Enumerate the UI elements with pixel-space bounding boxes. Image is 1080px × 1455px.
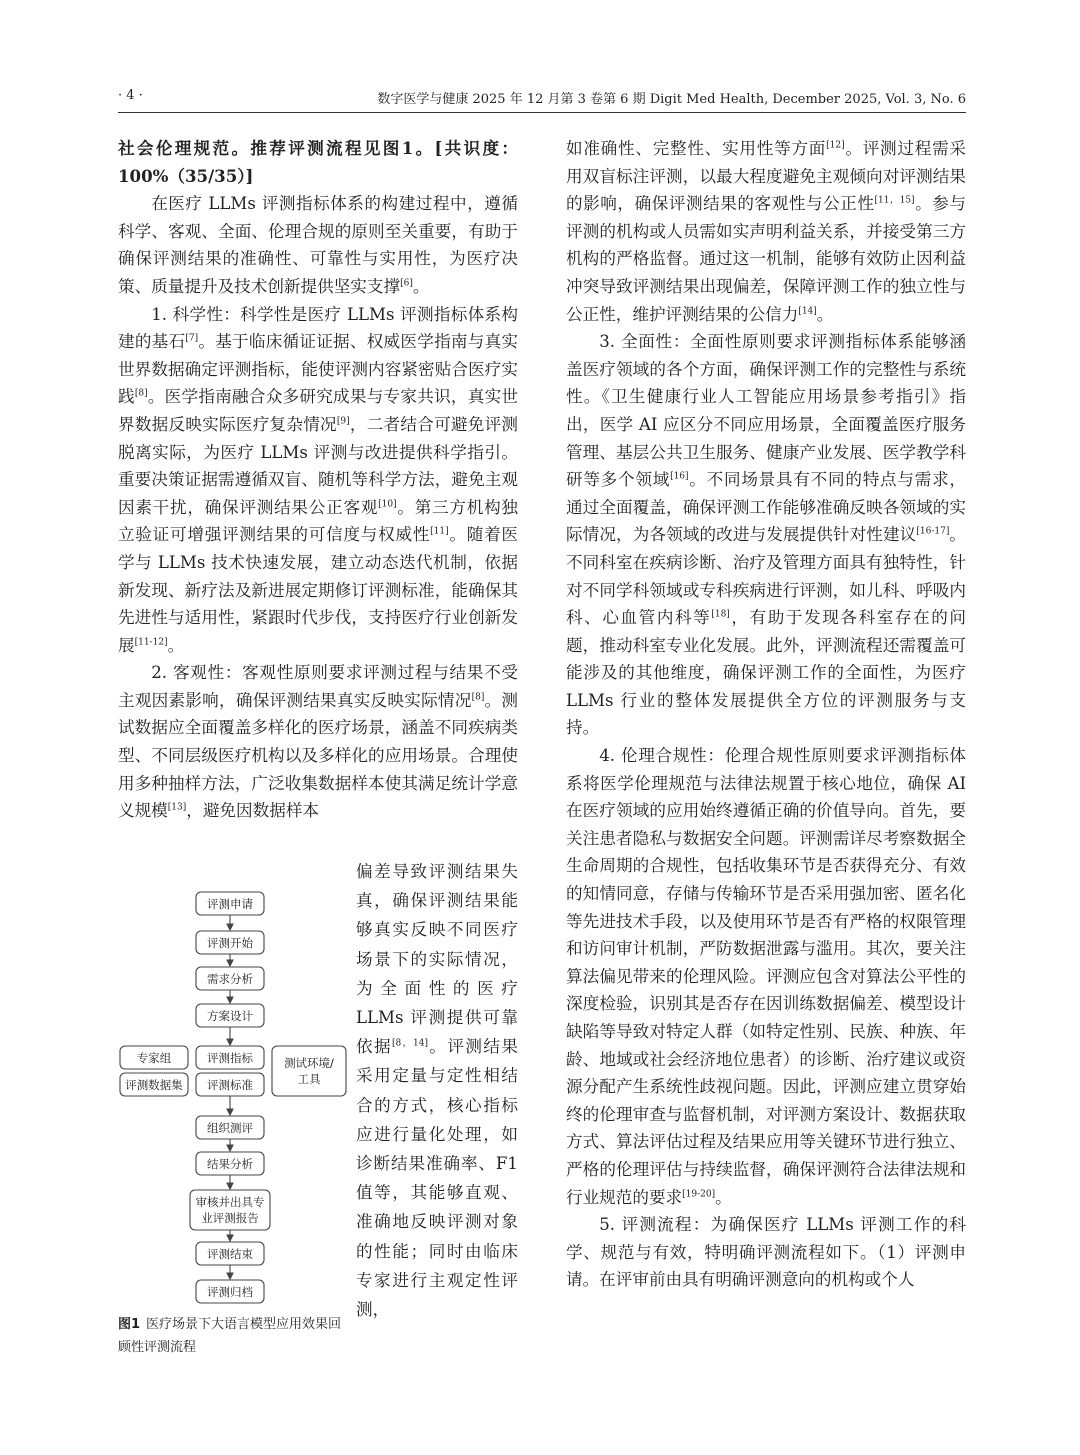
node-analysis: 结果分析 [207,1157,253,1171]
left-column [118,135,518,825]
flowchart-diagram [118,880,350,1320]
citation: [12] [826,140,845,151]
node-archive: 评测归档 [207,1285,253,1299]
right-column [566,135,966,1294]
scientific-paragraph: 1. 科学性：科学性是医疗 LLMs 评测指标体系构建的基石[7]。基于临床循证证据、权威医学指南与真实世界数据确定评测指标，能使评测内容紧密贴合医疗实践[8]。医学指南融合众多研究成果与专家共识，真实世界数据反映实际医疗复杂情况[9]，二者结合可避免评测脱离实际，为医疗 LLMs 评测与改进提供科学指引。重要决策证据需遵循双盲、随机等科学方法，避免主观因素干扰，确保评测结果公正客观[10]。第三方机构独立验证可增强评测结果的可信度与权威性[11]。随着医学与 LLMs 技术快速发展，建立动态迭代机制，依据新发现、新疗法及新进展定期修订评测标准，能确保其先进性与适用性，紧跟时代步伐，支持医疗行业创新发展[11-12]。 [118,304,519,655]
node-standards: 评测标准 [207,1078,253,1092]
citation: [16] [670,471,689,482]
node-experts: 专家组 [136,1051,172,1065]
node-report-line2: 业评测报告 [201,1211,259,1225]
node-report-line1: 审核并出具专 [195,1195,265,1209]
node-dataset: 评测数据集 [125,1078,183,1092]
citation: [16-17] [916,526,950,537]
objectivity-paragraph: 2. 客观性：客观性原则要求评测过程与结果不受主观因素影响，确保评测结果真实反映实际情况[8]。测试数据应全面覆盖多样化的医疗场景，涵盖不同疾病类型、不同层级医疗机构以及多样化的应用场景。合理使用多种抽样方法，广泛收集数据样本使其满足统计学意义规模[13]，避免因数据样本 [118,663,519,821]
principles-intro-paragraph: 在医疗 LLMs 评测指标体系的构建过程中，遵循科学、客观、全面、伦理合规的原则至关重要，有助于确保评测结果的准确性、可靠性与实用性，为医疗决策、质量提升及技术创新提供坚实支撑[6]。 [118,194,518,296]
figure-wrap-text [356,857,518,1324]
process-paragraph: 5. 评测流程：为确保医疗 LLMs 评测工作的科学、规范与有效，特明确评测流程如下。（1）评测申请。在评审前由具有明确评测意向的机构或个人 [566,1215,966,1290]
node-end: 评测结束 [207,1247,253,1261]
citation: [8，14] [392,1038,429,1049]
citation: [9] [336,416,350,427]
citation: [7] [185,333,199,344]
node-indicators: 评测指标 [207,1051,253,1065]
node-environment-line2: 工具 [297,1072,321,1086]
objectivity-paragraph-end: 如准确性、完整性、实用性等方面[12]。评测过程需采用双盲标注评测，以最大程度避免主观倾向对评测结果的影响，确保评测结果的客观性与公正性[11，15]。参与评测的机构或人员需如实声明利益关系，并接受第三方机构的严格监督。通过这一机制，能够有效防止因利益冲突导致评测结果出现偏差，保障评测工作的独立性与公正性，维护评测结果的公信力[14]。 [566,139,967,324]
objectivity-paragraph-continued: 偏差导致评测结果失真，确保评测结果能够真实反映不同医疗场景下的实际情况，为全面性的医疗 LLMs 评测提供可靠依据[8，14]。评测结果采用定量与定性相结合的方式，核心指标应进行量化处理，如诊断结果准确率、F1 值等，其能够直观、准确地反映评测对象的性能；同时由临床专家进行主观定性评测， [356,862,519,1320]
figure-label: 图1 [118,1317,141,1332]
citation: [11，15] [874,195,915,206]
citation: [14] [798,306,817,317]
citation: [10] [378,499,397,510]
figure-caption [118,1313,346,1359]
figure-caption-text: 医疗场景下大语言模型应用效果回顾性评测流程 [118,1317,342,1355]
citation: [8] [134,388,148,399]
citation: [11-12] [134,637,168,648]
node-environment-line1: 测试环境/ [284,1056,334,1070]
node-requirements: 需求分析 [207,972,253,986]
page-number: · 4 · [118,88,143,103]
comprehensiveness-paragraph: 3. 全面性：全面性原则要求评测指标体系能够涵盖医疗领域的各个方面，确保评测工作的完整性与系统性。《卫生健康行业人工智能应用场景参考指引》指出，医学 AI 应区分不同应用场景，全面覆盖医疗服务管理、基层公共卫生服务、健康产业发展、医学教学科研等多个领域[16]。不同场景具有不同的特点与需求，通过全面覆盖，确保评测工作能够准确反映各领域的实际情况，为各领域的改进与发展提供针对性建议[16-17]。不同科室在疾病诊断、治疗及管理方面具有独特性，针对不同学科领域或专科疾病进行评测，如儿科、呼吸内科、心血管内科等[18]，有助于发现各科室存在的问题，推动科室专业化发展。此外，评测流程还需覆盖可能涉及的其他维度，确保评测工作的全面性，为医疗 LLMs 行业的整体发展提供全方位的评测服务与支持。 [566,332,967,738]
citation: [13] [167,802,187,813]
node-start: 评测开始 [207,936,253,950]
recommendation-paragraph: 社会伦理规范。推荐评测流程见图1。[共识度：100%（35/35）] [118,138,518,186]
citation: [11] [430,526,449,537]
node-plan: 方案设计 [207,1009,253,1023]
ethics-paragraph: 4. 伦理合规性：伦理合规性原则要求评测指标体系将医学伦理规范与法律法规置于核心地位，确保 AI 在医疗领域的应用始终遵循正确的价值导向。首先，要关注患者隐私与数据安全问题。评测需详尽考察数据全生命周期的合规性，包括收集环节是否获得充分、有效的知情同意，存储与传输环节是否采用强加密、匿名化等先进技术手段，以及使用环节是否有严格的权限管理和访问审计机制，严防数据泄露与滥用。其次，要关注算法偏见带来的伦理风险。评测应包含对算法公平性的深度检验，识别其是否存在因训练数据偏差、模型设计缺陷等导致对特定人群（如特定性别、民族、种族、年龄、地域或社会经济地位患者）的诊断、治疗建议或资源分配产生系统性歧视问题。因此，评测应建立贯穿始终的伦理审查与监督机制，对评测方案设计、数据获取方式、算法评估过程及结果应用等关键环节进行独立、严格的伦理评估与持续监督，确保评测符合法律法规和行业规范的要求[19-20]。 [566,746,966,1207]
citation: [6] [400,278,413,289]
citation: [8] [471,692,485,703]
node-box-environment [272,1046,346,1096]
citation: [19-20] [682,1189,716,1200]
node-apply: 评测申请 [207,897,253,911]
running-header [118,86,966,113]
node-organize: 组织测评 [207,1121,253,1135]
citation: [18] [711,609,730,620]
journal-citation: 数字医学与健康 2025 年 12 月第 3 卷第 6 期 Digit Med Health, December 2025, Vol. 3, No. 6 [377,92,966,107]
